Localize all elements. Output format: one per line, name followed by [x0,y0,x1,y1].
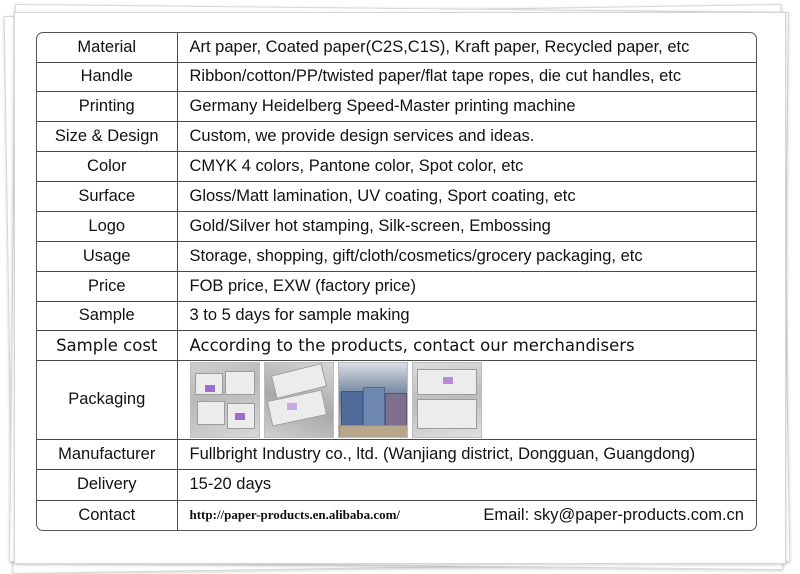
row-label-sample: Sample [37,301,177,330]
row-label-contact: Contact [37,500,177,530]
row-value-usage: Storage, shopping, gift/cloth/cosmetics/grocery packaging, etc [177,241,756,271]
table-row [37,211,756,241]
row-label-manufacturer: Manufacturer [37,439,177,469]
row-value-delivery: 15-20 days [177,469,756,500]
row-label-surface: Surface [37,181,177,211]
table-row [37,301,756,330]
table-row [37,330,756,360]
row-label-usage: Usage [37,241,177,271]
row-label-sample-cost: Sample cost [37,330,177,360]
table-row [37,62,756,91]
row-value-sample-cost: According to the products, contact our merchandisers [177,330,756,360]
row-value-packaging [177,360,756,439]
table-row [37,439,756,469]
packaging-photo-boxes [190,362,260,438]
row-value-color: CMYK 4 colors, Pantone color, Spot color, etc [177,151,756,181]
row-value-logo: Gold/Silver hot stamping, Silk-screen, Embossing [177,211,756,241]
table-row [37,91,756,121]
contact-email[interactable]: Email: sky@paper-products.com.cn [483,505,744,524]
packaging-photo-sealed-cartons [412,362,482,438]
packaging-photo-stacked-cartons [264,362,334,438]
row-label-packaging: Packaging [37,360,177,439]
table-row [37,33,756,62]
row-label-printing: Printing [37,91,177,121]
row-label-price: Price [37,271,177,301]
row-value-surface: Gloss/Matt lamination, UV coating, Sport coating, etc [177,181,756,211]
row-value-manufacturer: Fullbright Industry co., ltd. (Wanjiang district, Dongguan, Guangdong) [177,439,756,469]
row-label-material: Material [37,33,177,62]
row-label-handle: Handle [37,62,177,91]
packaging-photo-warehouse [338,362,408,438]
table-row [37,469,756,500]
row-label-logo: Logo [37,211,177,241]
table-row [37,241,756,271]
contact-url-link[interactable]: http://paper-products.en.alibaba.com/ [189,507,401,523]
row-label-color: Color [37,151,177,181]
row-value-price: FOB price, EXW (factory price) [177,271,756,301]
table-row [37,360,756,439]
row-label-delivery: Delivery [37,469,177,500]
row-value-printing: Germany Heidelberg Speed-Master printing machine [177,91,756,121]
row-value-handle: Ribbon/cotton/PP/twisted paper/flat tape ropes, die cut handles, etc [177,62,756,91]
table-row [37,121,756,151]
table-row [37,181,756,211]
row-value-material: Art paper, Coated paper(C2S,C1S), Kraft paper, Recycled paper, etc [177,33,756,62]
packaging-photos [190,362,757,438]
row-value-sample: 3 to 5 days for sample making [177,301,756,330]
table-row [37,500,756,530]
table-row [37,151,756,181]
row-label-size-design: Size & Design [37,121,177,151]
spec-card [36,32,757,531]
row-value-contact [177,500,756,530]
table-row [37,271,756,301]
spec-table [37,33,756,530]
row-value-size-design: Custom, we provide design services and ideas. [177,121,756,151]
